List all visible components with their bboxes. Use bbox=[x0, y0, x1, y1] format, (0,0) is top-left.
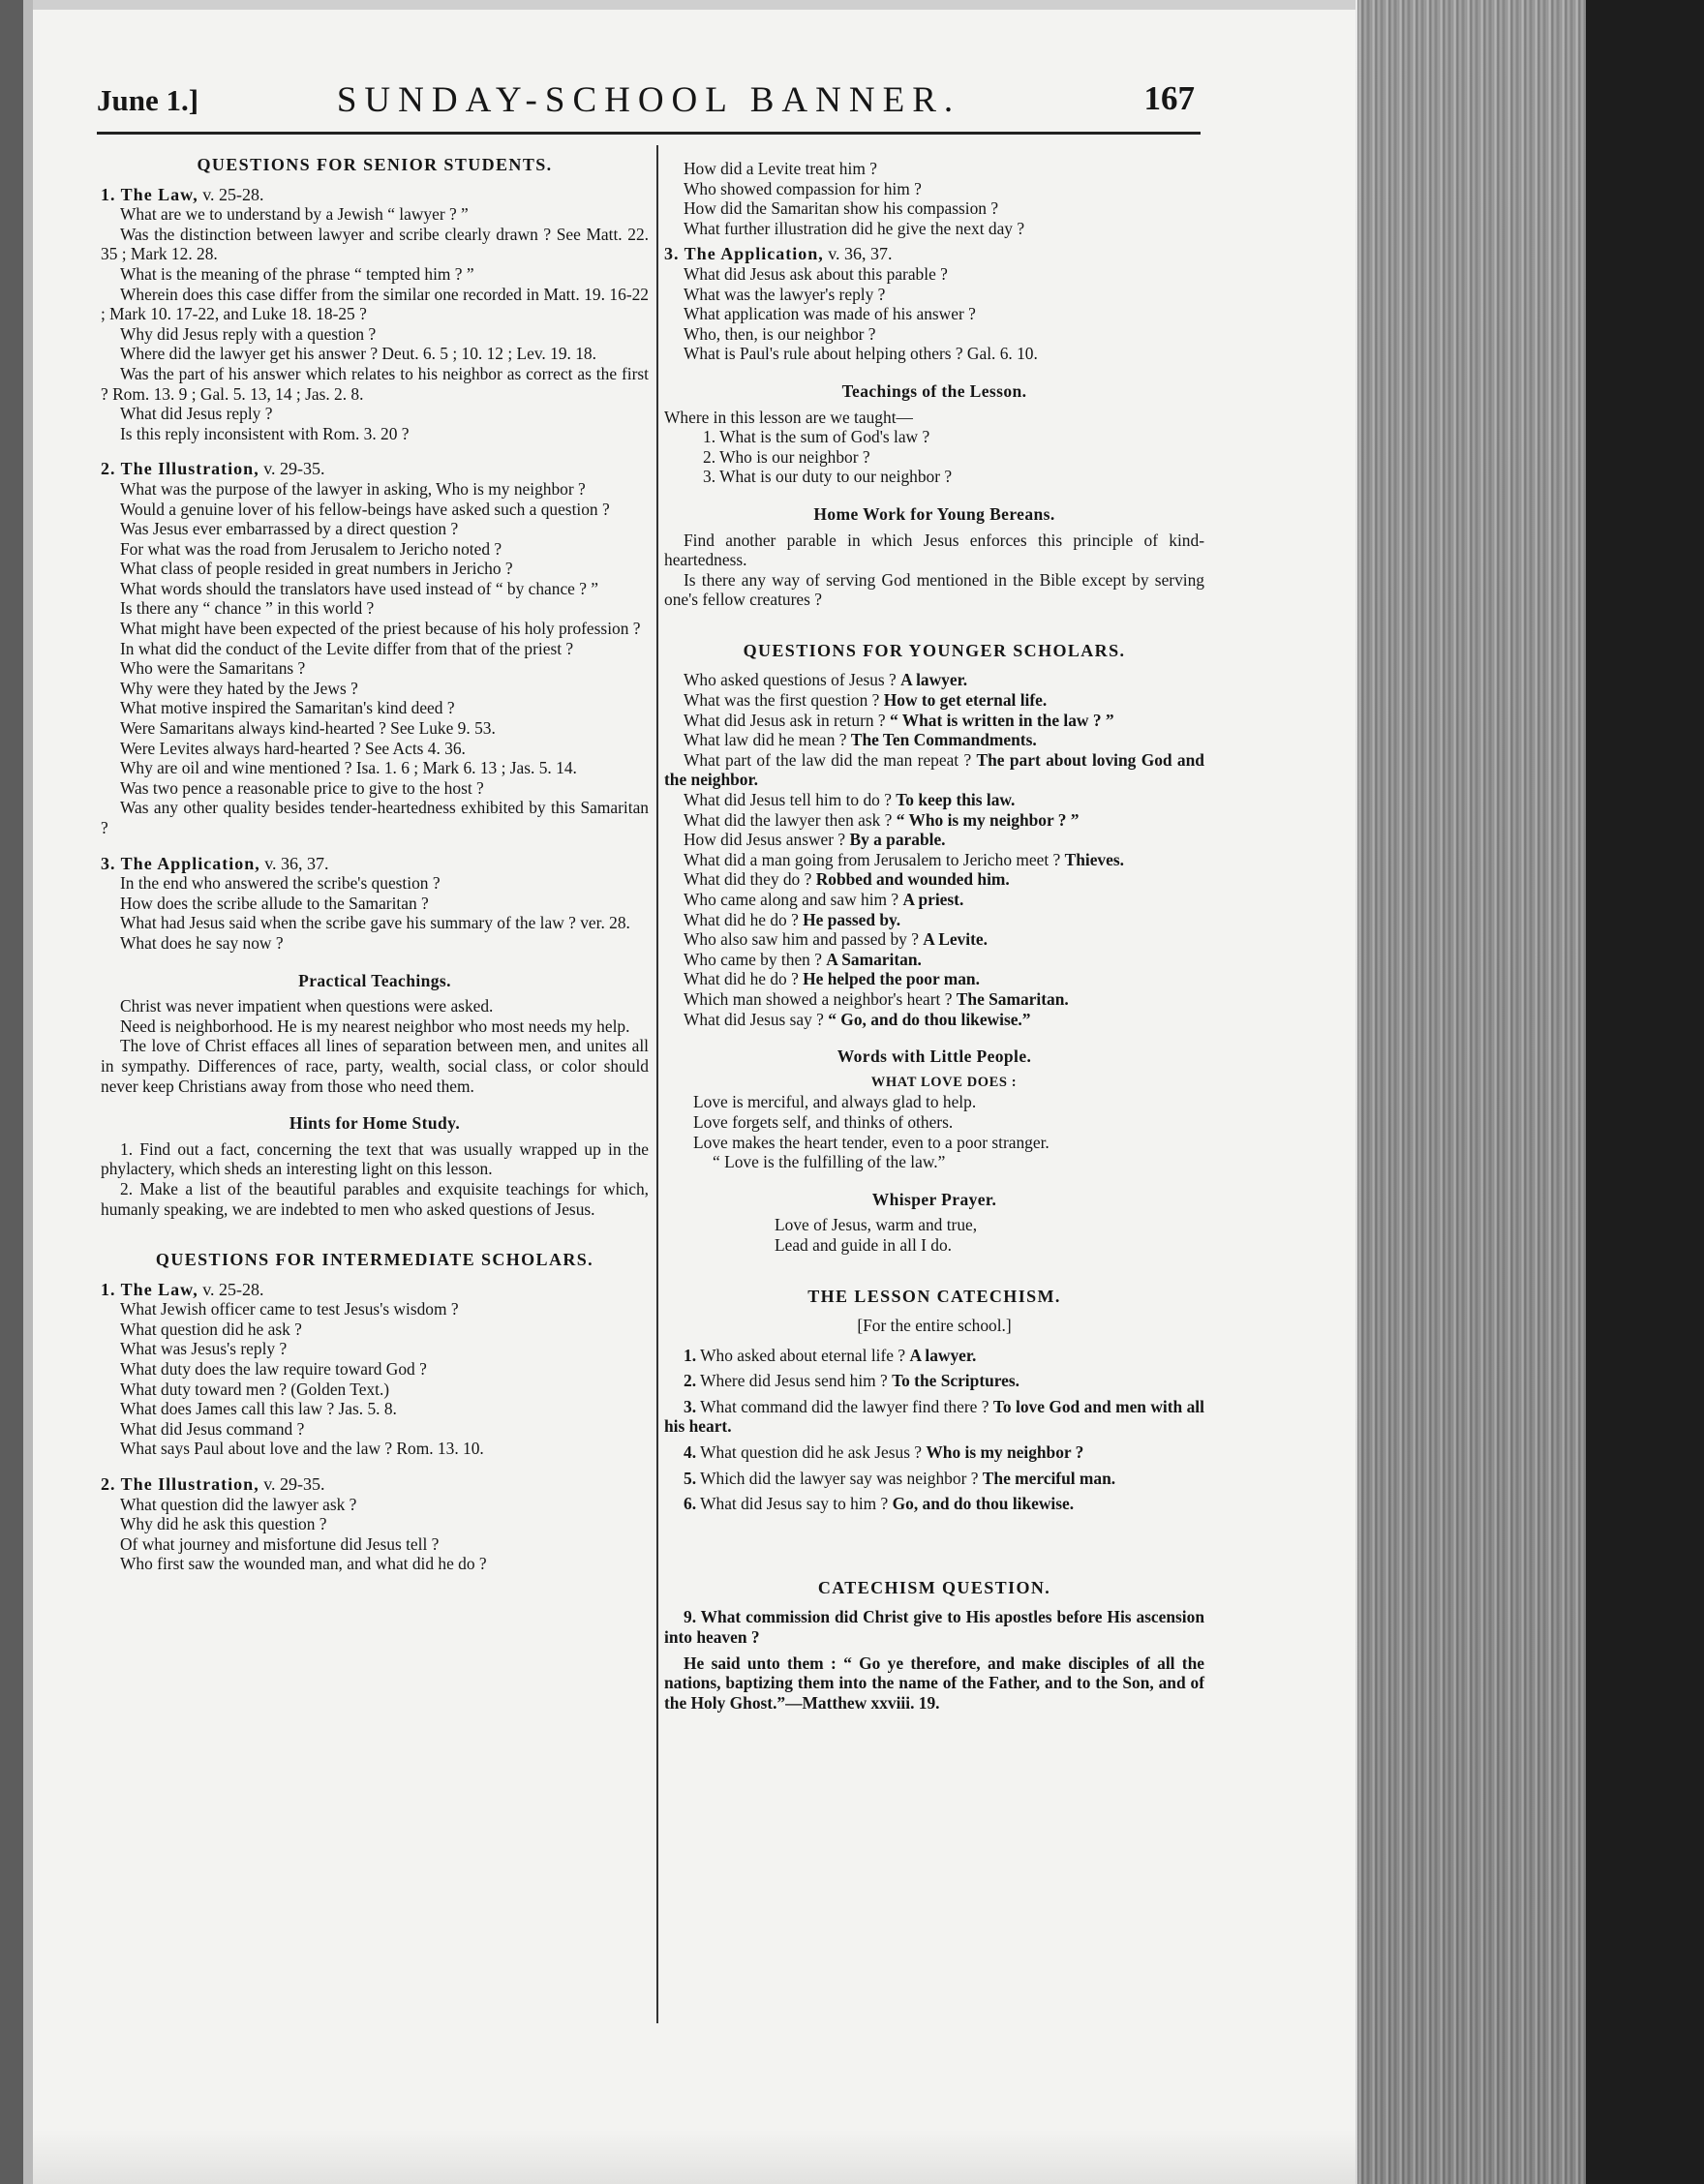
younger-question: Who came by then ? bbox=[684, 949, 822, 969]
senior-question: Was Jesus ever embarrassed by a direct question ? bbox=[120, 519, 459, 539]
intermediate-question: What question did the lawyer ask ? bbox=[120, 1494, 357, 1514]
intermediate-section-1-ref: v. 25-28. bbox=[202, 1279, 264, 1299]
catechism-number: 5. bbox=[684, 1468, 697, 1488]
catechism-item bbox=[664, 1397, 1204, 1437]
younger-question: What was the first question ? bbox=[684, 690, 880, 711]
younger-question: What did Jesus ask in return ? bbox=[684, 710, 886, 730]
senior-question: Why did Jesus reply with a question ? bbox=[120, 323, 377, 344]
younger-answer: A Levite. bbox=[923, 929, 988, 950]
intermediate-section-2-title: 2. The Illustration, bbox=[101, 1474, 259, 1495]
column-rule bbox=[656, 145, 658, 2023]
homework-paragraph: Find another parable in which Jesus enforces this principle of kind-heartedness. bbox=[664, 530, 1204, 570]
senior-question: Wherein does this case differ from the similar one recorded in Matt. 19. 16-22 ; Mark 10. 17-22, and Luke 18. 18-25 ? bbox=[101, 284, 649, 324]
intermediate-question: How did a Levite treat him ? bbox=[684, 159, 877, 178]
catechism-number: 6. bbox=[684, 1494, 697, 1514]
intermediate-section-3-title: 3. The Application, bbox=[664, 244, 824, 264]
practical-paragraph: The love of Christ effaces all lines of separation between men, and unites all in sympathy. Differences of race, party, wealth, social class, or color should never keep Christians away from those who need them. bbox=[101, 1036, 649, 1096]
younger-qa bbox=[664, 711, 1204, 731]
younger-answer: A priest. bbox=[902, 890, 964, 909]
right-column bbox=[664, 159, 1204, 1713]
younger-question: What law did he mean ? bbox=[684, 730, 847, 750]
catechism-question: What did Jesus say to him ? bbox=[700, 1494, 889, 1514]
senior-question: Were Samaritans always kind-hearted ? See Luke 9. 53. bbox=[120, 718, 496, 739]
book-page-stack-shade bbox=[1355, 0, 1586, 2184]
younger-answer: The Ten Commandments. bbox=[850, 730, 1037, 750]
senior-question: What class of people resided in great numbers in Jericho ? bbox=[120, 559, 513, 579]
intermediate-question: What application was made of his answer ? bbox=[684, 304, 976, 324]
senior-question: What motive inspired the Samaritan's kind deed ? bbox=[120, 698, 455, 718]
younger-answer: The part about loving God and the neighbor. bbox=[664, 749, 1204, 790]
catechism-item bbox=[664, 1371, 1204, 1391]
senior-question: Who were the Samaritans ? bbox=[120, 658, 306, 679]
header-date: June 1.] bbox=[97, 83, 199, 117]
practical-paragraph: Need is neighborhood. He is my nearest neighbor who most needs my help. bbox=[120, 1016, 630, 1036]
senior-section-1-title: 1. The Law, bbox=[101, 184, 198, 204]
scan-left-edge-shade bbox=[23, 0, 33, 2184]
intermediate-section-3-ref: v. 36, 37. bbox=[828, 244, 893, 264]
teachings-heading: Teachings of the Lesson. bbox=[841, 380, 1027, 401]
senior-question: What words should the translators have used instead of “ by chance ? ” bbox=[120, 578, 599, 598]
younger-answer: The Samaritan. bbox=[956, 988, 1069, 1009]
senior-question: Was two pence a reasonable price to give to the host ? bbox=[120, 777, 484, 798]
senior-question: Why are oil and wine mentioned ? Isa. 1. 6 ; Mark 6. 13 ; Jas. 5. 14. bbox=[120, 758, 577, 778]
younger-question: Who also saw him and passed by ? bbox=[684, 929, 919, 950]
senior-section-3-heading bbox=[101, 854, 649, 874]
teachings-item: 3. What is our duty to our neighbor ? bbox=[703, 467, 953, 487]
catechism-number: 1. bbox=[684, 1345, 697, 1365]
intermediate-question: What duty does the law require toward God ? bbox=[120, 1359, 427, 1380]
senior-question: Where did the lawyer get his answer ? Deut. 6. 5 ; 10. 12 ; Lev. 19. 18. bbox=[120, 344, 596, 364]
little-people-subheading: WHAT LOVE DOES : bbox=[870, 1074, 1018, 1090]
younger-question: What part of the law did the man repeat ? bbox=[684, 749, 972, 770]
teachings-item: 2. Who is our neighbor ? bbox=[703, 446, 870, 467]
younger-qa bbox=[664, 869, 1204, 890]
intermediate-section-1-heading bbox=[101, 1280, 649, 1300]
younger-answer: A Samaritan. bbox=[826, 949, 922, 969]
practical-heading: Practical Teachings. bbox=[298, 970, 451, 990]
catechism-question: Who asked about eternal life ? bbox=[700, 1345, 906, 1365]
senior-question: Is there any “ chance ” in this world ? bbox=[120, 598, 375, 619]
intermediate-question: What does James call this law ? Jas. 5. 8. bbox=[120, 1399, 397, 1419]
catechism-heading: THE LESSON CATECHISM. bbox=[807, 1286, 1061, 1306]
catechism-question: Which did the lawyer say was neighbor ? bbox=[700, 1468, 979, 1488]
younger-question: What did a man going from Jerusalem to Jericho meet ? bbox=[684, 849, 1061, 869]
page-bottom-shade bbox=[33, 2130, 1359, 2184]
intermediate-question: What duty toward men ? (Golden Text.) bbox=[120, 1379, 390, 1399]
intermediate-question: What further illustration did he give the next day ? bbox=[684, 218, 1025, 238]
younger-question: Who asked questions of Jesus ? bbox=[684, 670, 897, 690]
younger-answer: Robbed and wounded him. bbox=[815, 869, 1010, 890]
younger-question: What did Jesus tell him to do ? bbox=[684, 790, 892, 810]
senior-question: Why were they hated by the Jews ? bbox=[120, 678, 358, 698]
catechism-item bbox=[664, 1442, 1204, 1463]
younger-question: What did he do ? bbox=[684, 909, 799, 929]
younger-question: Which man showed a neighbor's heart ? bbox=[684, 988, 953, 1009]
intermediate-section-3-heading bbox=[664, 244, 1204, 264]
scan-top-edge bbox=[33, 0, 1359, 10]
catechism-question-text: 9. What commission did Christ give to His apostles before His ascension into heaven ? bbox=[664, 1607, 1204, 1648]
younger-question: Who came along and saw him ? bbox=[684, 890, 899, 909]
little-people-heading: Words with Little People. bbox=[837, 1046, 1032, 1067]
younger-qa bbox=[664, 730, 1204, 750]
catechism-note: [For the entire school.] bbox=[857, 1316, 1012, 1336]
senior-question: How does the scribe allude to the Samaritan ? bbox=[120, 893, 429, 913]
senior-section-3-ref: v. 36, 37. bbox=[264, 853, 329, 873]
homework-heading: Home Work for Young Bereans. bbox=[813, 503, 1055, 524]
younger-answer: How to get eternal life. bbox=[883, 690, 1048, 711]
younger-qa bbox=[664, 690, 1204, 711]
teachings-item: 1. What is the sum of God's law ? bbox=[703, 427, 930, 447]
senior-heading: QUESTIONS FOR SENIOR STUDENTS. bbox=[197, 155, 553, 174]
little-people-line: Love is merciful, and always glad to help. bbox=[693, 1092, 977, 1112]
intermediate-section-1-title: 1. The Law, bbox=[101, 1279, 198, 1299]
senior-section-1-heading bbox=[101, 185, 649, 205]
catechism-answer: Who is my neighbor ? bbox=[926, 1442, 1084, 1463]
senior-section-3-title: 3. The Application, bbox=[101, 853, 260, 873]
senior-question: Would a genuine lover of his fellow-beings have asked such a question ? bbox=[120, 499, 610, 519]
younger-answer: “ What is written in the law ? ” bbox=[890, 710, 1114, 730]
senior-question: Was the part of his answer which relates to his neighbor as correct as the first ? Rom. 13. 9 ; Gal. 5. 13, 14 ; Jas. 2. 8. bbox=[101, 363, 649, 404]
little-people-line: Love forgets self, and thinks of others. bbox=[693, 1111, 954, 1132]
senior-question: What might have been expected of the priest because of his holy profession ? bbox=[120, 619, 641, 639]
younger-question: How did Jesus answer ? bbox=[684, 830, 846, 850]
younger-answer: A lawyer. bbox=[900, 670, 968, 690]
senior-question: Was any other quality besides tender-heartedness exhibited by this Samaritan ? bbox=[101, 798, 649, 837]
homework-paragraph: Is there any way of serving God mentioned in the Bible except by serving one's fellow creatures ? bbox=[664, 569, 1204, 610]
younger-question: What did he do ? bbox=[684, 969, 799, 989]
prayer-line: Lead and guide in all I do. bbox=[775, 1234, 953, 1255]
scan-left-edge bbox=[0, 0, 23, 2184]
catechism-question: What command did the lawyer find there ? bbox=[700, 1396, 989, 1416]
catechism-question-answer: He said unto them : “ Go ye therefore, and make disciples of all the nations, baptizing them into the name of the Father, and to the Son, and of the Holy Ghost.”—Matthew xxviii. 19. bbox=[664, 1653, 1204, 1713]
younger-heading: QUESTIONS FOR YOUNGER SCHOLARS. bbox=[743, 640, 1126, 660]
younger-qa bbox=[664, 850, 1204, 870]
hints-heading: Hints for Home Study. bbox=[289, 1113, 461, 1134]
catechism-answer: The merciful man. bbox=[982, 1468, 1116, 1488]
younger-qa bbox=[664, 810, 1204, 831]
younger-answer: He helped the poor man. bbox=[803, 969, 980, 989]
senior-question: What was the purpose of the lawyer in asking, Who is my neighbor ? bbox=[120, 478, 586, 499]
senior-question: Was the distinction between lawyer and scribe clearly drawn ? See Matt. 22. 35 ; Mark 12. 28. bbox=[101, 224, 649, 264]
scan-background-right bbox=[1586, 0, 1704, 2184]
catechism-question: What question did he ask Jesus ? bbox=[700, 1442, 923, 1463]
little-people-line: “ Love is the fulfilling of the law.” bbox=[713, 1152, 946, 1172]
hints-paragraph: 2. Make a list of the beautiful parables and exquisite teachings for which, humanly speaking, we are indebted to men who asked questions of Jesus. bbox=[101, 1178, 649, 1219]
catechism-item bbox=[664, 1346, 1204, 1366]
younger-qa bbox=[664, 1010, 1204, 1030]
intermediate-question: How did the Samaritan show his compassion ? bbox=[684, 198, 999, 219]
younger-answer: He passed by. bbox=[803, 909, 901, 929]
practical-paragraph: Christ was never impatient when questions were asked. bbox=[120, 996, 494, 1016]
intermediate-section-2-heading bbox=[101, 1474, 649, 1495]
header-title: SUNDAY-SCHOOL BANNER. bbox=[336, 80, 961, 120]
younger-qa bbox=[664, 910, 1204, 930]
intermediate-question: What was the lawyer's reply ? bbox=[684, 284, 886, 304]
intermediate-question: What did Jesus ask about this parable ? bbox=[684, 263, 948, 284]
intermediate-question: Who showed compassion for him ? bbox=[684, 178, 922, 198]
younger-question: What did Jesus say ? bbox=[684, 1009, 824, 1029]
senior-section-1-ref: v. 25-28. bbox=[202, 184, 264, 204]
younger-qa bbox=[664, 989, 1204, 1010]
intermediate-heading: QUESTIONS FOR INTERMEDIATE SCHOLARS. bbox=[155, 1250, 594, 1270]
left-column bbox=[101, 155, 649, 1574]
hints-paragraph: 1. Find out a fact, concerning the text that was usually wrapped up in the phylactery, which sheds an interesting light on this lesson. bbox=[101, 1138, 649, 1179]
teachings-intro: Where in this lesson are we taught— bbox=[664, 407, 913, 427]
intermediate-question: What question did he ask ? bbox=[120, 1319, 302, 1339]
page-number: 167 bbox=[1143, 79, 1195, 117]
senior-section-2-title: 2. The Illustration, bbox=[101, 459, 259, 479]
senior-question: What is the meaning of the phrase “ tempted him ? ” bbox=[120, 263, 474, 284]
catechism-number: 3. bbox=[684, 1396, 697, 1416]
senior-question: For what was the road from Jerusalem to Jericho noted ? bbox=[120, 538, 502, 559]
running-header bbox=[97, 70, 1201, 130]
header-rule bbox=[97, 132, 1201, 135]
intermediate-question: Who, then, is our neighbor ? bbox=[684, 323, 876, 344]
catechism-number: 2. bbox=[684, 1371, 697, 1391]
younger-answer: “ Who is my neighbor ? ” bbox=[896, 809, 1080, 830]
younger-qa bbox=[664, 830, 1204, 850]
catechism-answer: To the Scriptures. bbox=[892, 1371, 1020, 1391]
intermediate-question: Of what journey and misfortune did Jesus tell ? bbox=[120, 1533, 440, 1554]
younger-question: What did the lawyer then ask ? bbox=[684, 809, 893, 830]
younger-qa bbox=[664, 790, 1204, 810]
younger-qa bbox=[664, 929, 1204, 950]
intermediate-question: What did Jesus command ? bbox=[120, 1418, 305, 1439]
intermediate-question: What says Paul about love and the law ? Rom. 13. 10. bbox=[120, 1439, 484, 1459]
intermediate-question: What is Paul's rule about helping others ? Gal. 6. 10. bbox=[684, 344, 1038, 364]
younger-qa bbox=[664, 890, 1204, 910]
younger-question: What did they do ? bbox=[684, 869, 812, 890]
senior-question: Is this reply inconsistent with Rom. 3. 20 ? bbox=[120, 423, 410, 443]
catechism-answer: A lawyer. bbox=[909, 1345, 977, 1365]
catechism-item bbox=[664, 1469, 1204, 1489]
intermediate-question: What Jewish officer came to test Jesus's wisdom ? bbox=[120, 1299, 459, 1320]
younger-qa bbox=[664, 969, 1204, 989]
little-people-line: Love makes the heart tender, even to a poor stranger. bbox=[693, 1132, 1050, 1152]
prayer-heading: Whisper Prayer. bbox=[871, 1189, 997, 1209]
senior-section-2-ref: v. 29-35. bbox=[263, 459, 325, 479]
younger-answer: “ Go, and do thou likewise.” bbox=[828, 1009, 1031, 1029]
senior-question: What are we to understand by a Jewish “ lawyer ? ” bbox=[120, 204, 469, 225]
senior-question: What did Jesus reply ? bbox=[120, 404, 273, 424]
younger-qa bbox=[664, 950, 1204, 970]
catechism-number: 4. bbox=[684, 1442, 697, 1463]
catechism-item bbox=[664, 1494, 1204, 1514]
catechism-answer: To love God and men with all his heart. bbox=[664, 1396, 1204, 1437]
catechism-question-heading: CATECHISM QUESTION. bbox=[817, 1577, 1051, 1597]
intermediate-question: What was Jesus's reply ? bbox=[120, 1339, 288, 1359]
younger-qa bbox=[664, 670, 1204, 690]
senior-question: What had Jesus said when the scribe gave his summary of the law ? ver. 28. bbox=[120, 913, 630, 933]
senior-question: What does he say now ? bbox=[120, 932, 284, 953]
younger-qa bbox=[664, 750, 1204, 790]
catechism-question: Where did Jesus send him ? bbox=[700, 1371, 888, 1391]
senior-question: Were Levites always hard-hearted ? See Acts 4. 36. bbox=[120, 738, 466, 758]
younger-answer: Thieves. bbox=[1064, 849, 1124, 869]
senior-question: In the end who answered the scribe's question ? bbox=[120, 873, 441, 894]
intermediate-question: Who first saw the wounded man, and what did he do ? bbox=[120, 1554, 487, 1574]
intermediate-section-2-ref: v. 29-35. bbox=[263, 1474, 325, 1495]
younger-answer: By a parable. bbox=[849, 830, 946, 850]
senior-question: In what did the conduct of the Levite differ from that of the priest ? bbox=[120, 638, 574, 658]
senior-section-2-heading bbox=[101, 459, 649, 479]
catechism-answer: Go, and do thou likewise. bbox=[892, 1494, 1075, 1514]
prayer-line: Love of Jesus, warm and true, bbox=[775, 1215, 978, 1235]
intermediate-question: Why did he ask this question ? bbox=[120, 1514, 327, 1534]
younger-answer: To keep this law. bbox=[896, 790, 1016, 810]
